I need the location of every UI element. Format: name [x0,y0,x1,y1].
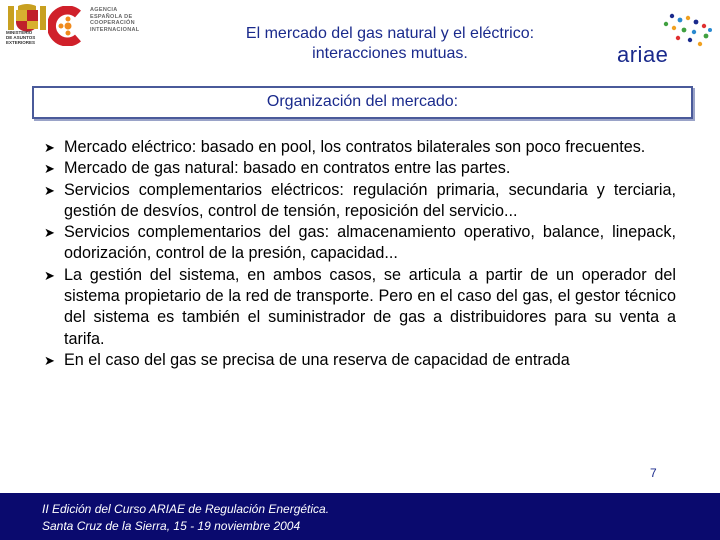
footer-text [42,501,329,535]
bullet-list [44,137,676,371]
arrow-bullet-icon: ➤ [44,267,55,283]
page-number: 7 [650,466,657,480]
section-header-box [32,86,693,119]
title-line-1: El mercado del gas natural y el eléctrico: [245,25,535,42]
list-item: ➤ En el caso del gas se precisa de una reserva de capacidad de entrada [44,350,676,371]
ariae-logo-text: ariae [617,42,669,67]
arrow-bullet-icon: ➤ [44,352,55,368]
arrow-bullet-icon: ➤ [44,182,55,198]
footer-bar [0,493,720,540]
arrow-bullet-icon: ➤ [44,225,55,241]
ministry-name: MINISTERIO DE ASUNTOS EXTERIORES [6,30,36,45]
slide-title [180,24,600,64]
footer-location-line: Santa Cruz de la Sierra, 15 - 19 noviembre 2004 [42,519,301,533]
section-title: Organización del mercado: [266,93,459,110]
list-item: ➤ Servicios complementarios del gas: almacenamiento operativo, balance, linepack, odorización, control de la presión, capacidad... [44,223,676,263]
agency-name: AGENCIA ESPAÑOLA DE COOPERACIÓN INTERNACIONAL [90,7,140,33]
list-item: ➤ La gestión del sistema, en ambos casos, se articula a partir de un operador del sistema propietario de la red de transporte. Pero en el caso del gas, el gestor técnico del sistema es también el suministrador de gas a distribuidores para su venta a tarifa. [44,265,676,348]
aecid-logo [48,6,88,46]
list-item: ➤ Mercado de gas natural: basado en contratos entre las partes. [44,158,676,179]
arrow-bullet-icon: ➤ [44,161,55,177]
arrow-bullet-icon: ➤ [44,140,55,155]
footer-course-line: II Edición del Curso ARIAE de Regulación Energética. [42,502,330,516]
list-item: ➤ Servicios complementarios eléctricos: regulación primaria, secundaria y terciaria, gestión de desvíos, control de tensión, reposición del servicio... [44,180,676,220]
title-line-2: interacciones mutuas. [312,45,468,62]
list-item: ➤ Mercado eléctrico: basado en pool, los contratos bilaterales son poco frecuentes. [44,137,676,158]
